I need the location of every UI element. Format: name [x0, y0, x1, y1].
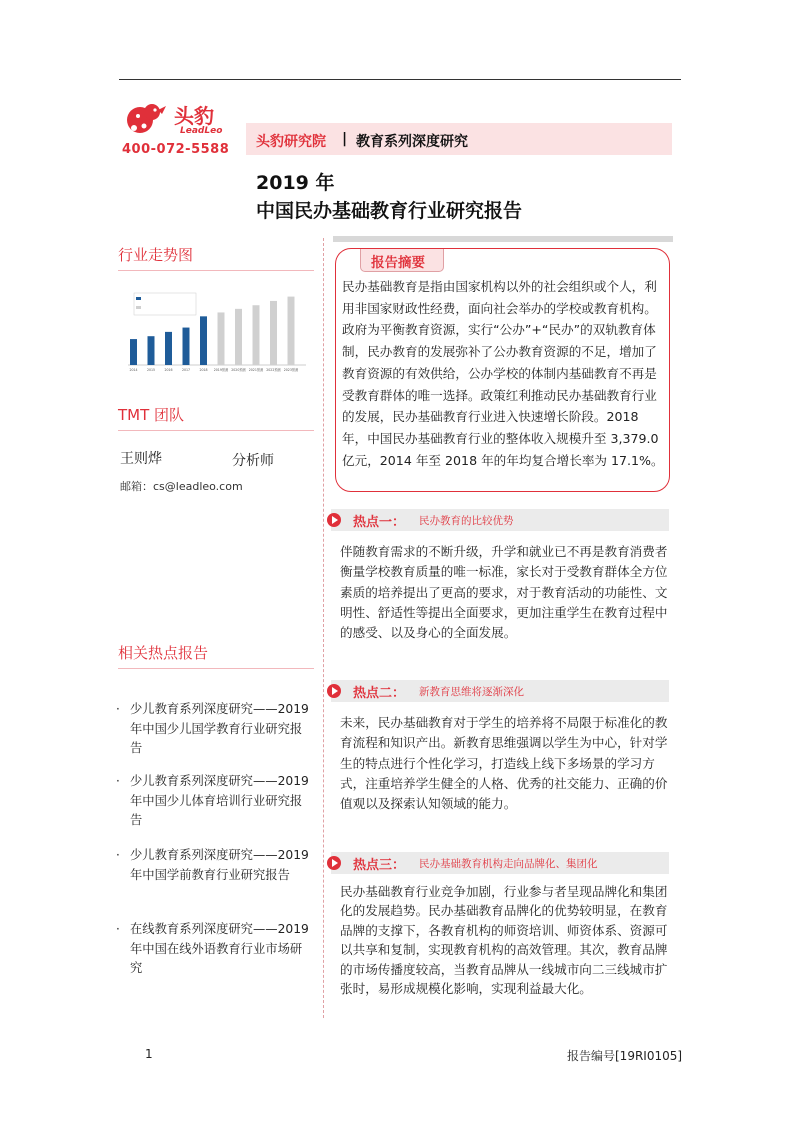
hotspot-label: 热点一：	[353, 515, 406, 530]
chart-tick-label: 2015	[146, 368, 156, 372]
team-heading	[118, 402, 314, 431]
bullet: ·	[116, 702, 120, 716]
chart-tick-label: 2023预测	[283, 368, 299, 372]
trend-heading	[118, 242, 314, 271]
logo-cn-text: 头豹	[174, 104, 214, 128]
hotspot-2-header	[331, 680, 669, 702]
analyst-name: 王则烨	[120, 451, 162, 467]
top-rule	[119, 79, 681, 80]
related-report-item[interactable]	[116, 920, 316, 980]
summary-top-bar	[333, 236, 673, 242]
legend-swatch-forecast	[136, 306, 141, 309]
chart-bar	[148, 336, 155, 365]
hotspot-subtitle: 新教育思维将逐渐深化	[419, 686, 524, 698]
analyst-email[interactable]: 邮箱：cs@leadleo.com	[120, 480, 243, 493]
related-report-item[interactable]	[116, 846, 316, 906]
hotspot-subtitle: 民办基础教育机构走向品牌化、集团化	[419, 858, 598, 870]
bullet: ·	[116, 848, 120, 862]
chart-bar	[200, 316, 207, 365]
institute-name: 头豹研究院	[256, 134, 326, 150]
page-title: 中国民办基础教育行业研究报告	[256, 200, 523, 222]
chart-bar	[183, 328, 190, 365]
report-code: 报告编号[19RI0105]	[567, 1049, 683, 1063]
chart-tick-label: 2016	[164, 368, 173, 372]
hotspot-1-text: 伴随教育需求的不断升级，升学和就业已不再是教育消费者衡量学校教育质量的唯一标准，家长对于受教育群体全方位素质的培养提出了更高的要求，对于教育活动的功能性、文明性、舒适性等提出全面要求，更加注重学生在教育过程中的感受、以及身心的全面发展。	[340, 544, 668, 641]
play-arrow-icon	[327, 856, 341, 870]
summary-tab	[360, 249, 444, 272]
team-heading-label: TMT 团队	[118, 406, 185, 424]
hotspot-label: 热点三：	[353, 858, 406, 873]
trend-chart	[118, 285, 308, 373]
chart-bar	[235, 309, 242, 365]
leadleo-logo	[122, 98, 232, 143]
related-report-link[interactable]: 在线教育系列深度研究——2019 年中国在线外语教育行业市场研究	[130, 922, 309, 975]
title-year: 2019 年	[256, 172, 335, 194]
chart-legend-box	[134, 293, 196, 315]
chart-tick-label: 2020预测	[231, 368, 246, 372]
play-arrow-icon	[327, 513, 341, 527]
chart-tick-label: 2014	[129, 368, 138, 372]
legend-swatch-actual	[136, 297, 141, 300]
series-banner	[246, 123, 672, 155]
analyst-role: 分析师	[232, 453, 274, 469]
hotspot-2-text: 未来，民办基础教育对于学生的培养将不局限于标准化的教育流程和知识产出。新教育思维强调以学生为中心，针对学生的特点进行个性化学习，打造线上线下多场景的学习方式，注重培养学生健全的人格、优秀的社交能力、正确的价值观以及探索认知领域的能力。	[340, 715, 668, 812]
related-heading-label: 相关热点报告	[118, 644, 209, 662]
trend-chart-svg	[118, 285, 308, 373]
play-arrow-icon	[327, 684, 341, 698]
hotspot-subtitle: 民办教育的比较优势	[419, 515, 514, 527]
chart-tick-label: 2019预测	[213, 368, 229, 372]
logo-en-text: LeadLeo	[180, 126, 223, 136]
chart-bar	[270, 301, 277, 365]
chart-bar	[165, 332, 172, 365]
related-report-link[interactable]: 少儿教育系列深度研究——2019 年中国少儿体育培训行业研究报告	[130, 774, 309, 827]
column-divider	[323, 238, 324, 1018]
chart-tick-label: 2018	[199, 368, 208, 372]
chart-tick-label: 2017	[181, 368, 191, 372]
bullet: ·	[116, 922, 120, 936]
hotspot-3-text: 民办基础教育行业竞争加剧，行业参与者呈现品牌化和集团化的发展趋势。民办基础教育品牌化的优势较明显，在教育品牌的支撑下，各教育机构的师资培训、师资体系、资源可以共享和复制，实现教育机构的高效管理。其次，教育品牌的市场传播度较高，当教育品牌从一线城市向二三线城市扩张时，易形成规模化影响，实现利益最大化。	[340, 884, 668, 997]
chart-bar	[288, 297, 295, 365]
summary-tab-label: 报告摘要	[371, 255, 425, 271]
chart-bar	[130, 339, 137, 365]
banner-separator: |	[342, 131, 348, 147]
related-report-link[interactable]: 少儿教育系列深度研究——2019 年中国少儿国学教育行业研究报告	[130, 702, 309, 755]
summary-text: 民办基础教育是指由国家机构以外的社会组织或个人，利用非国家财政性经费，面向社会举办的学校或教育机构。政府为平衡教育资源，实行“公办”+“民办”的双轨教育体制，民办教育的发展弥补了公办教育资源的不足，增加了教育资源的有效供给，公办学校的体制内基础教育不再是受教育群体的唯一选择。政策红利推动民办基础教育行业的发展，民办基础教育行业进入快速增长阶段。2018 年，中国民办基础教育行业的整体收入规模升至 3,379.0 亿元，2014 年至 2018 年的年均复合增长率为 17.1%。	[342, 279, 664, 468]
related-report-link[interactable]: 少儿教育系列深度研究——2019 年中国学前教育行业研究报告	[130, 848, 309, 882]
series-name: 教育系列深度研究	[356, 134, 468, 150]
related-heading	[118, 640, 314, 669]
hotspot-1-header	[331, 509, 669, 531]
related-report-item[interactable]	[116, 700, 316, 760]
hotspot-label: 热点二：	[353, 686, 406, 701]
trend-heading-label: 行业走势图	[118, 246, 194, 264]
chart-tick-label: 2021预测	[248, 368, 264, 372]
chart-tick-label: 2022预测	[266, 368, 281, 372]
chart-bar	[218, 312, 225, 365]
bullet: ·	[116, 774, 120, 788]
phone-number: 400-072-5588	[122, 142, 230, 157]
chart-bar	[253, 305, 260, 365]
related-report-item[interactable]	[116, 772, 316, 832]
hotspot-3-header	[331, 852, 669, 874]
page-number: 1	[145, 1047, 153, 1061]
